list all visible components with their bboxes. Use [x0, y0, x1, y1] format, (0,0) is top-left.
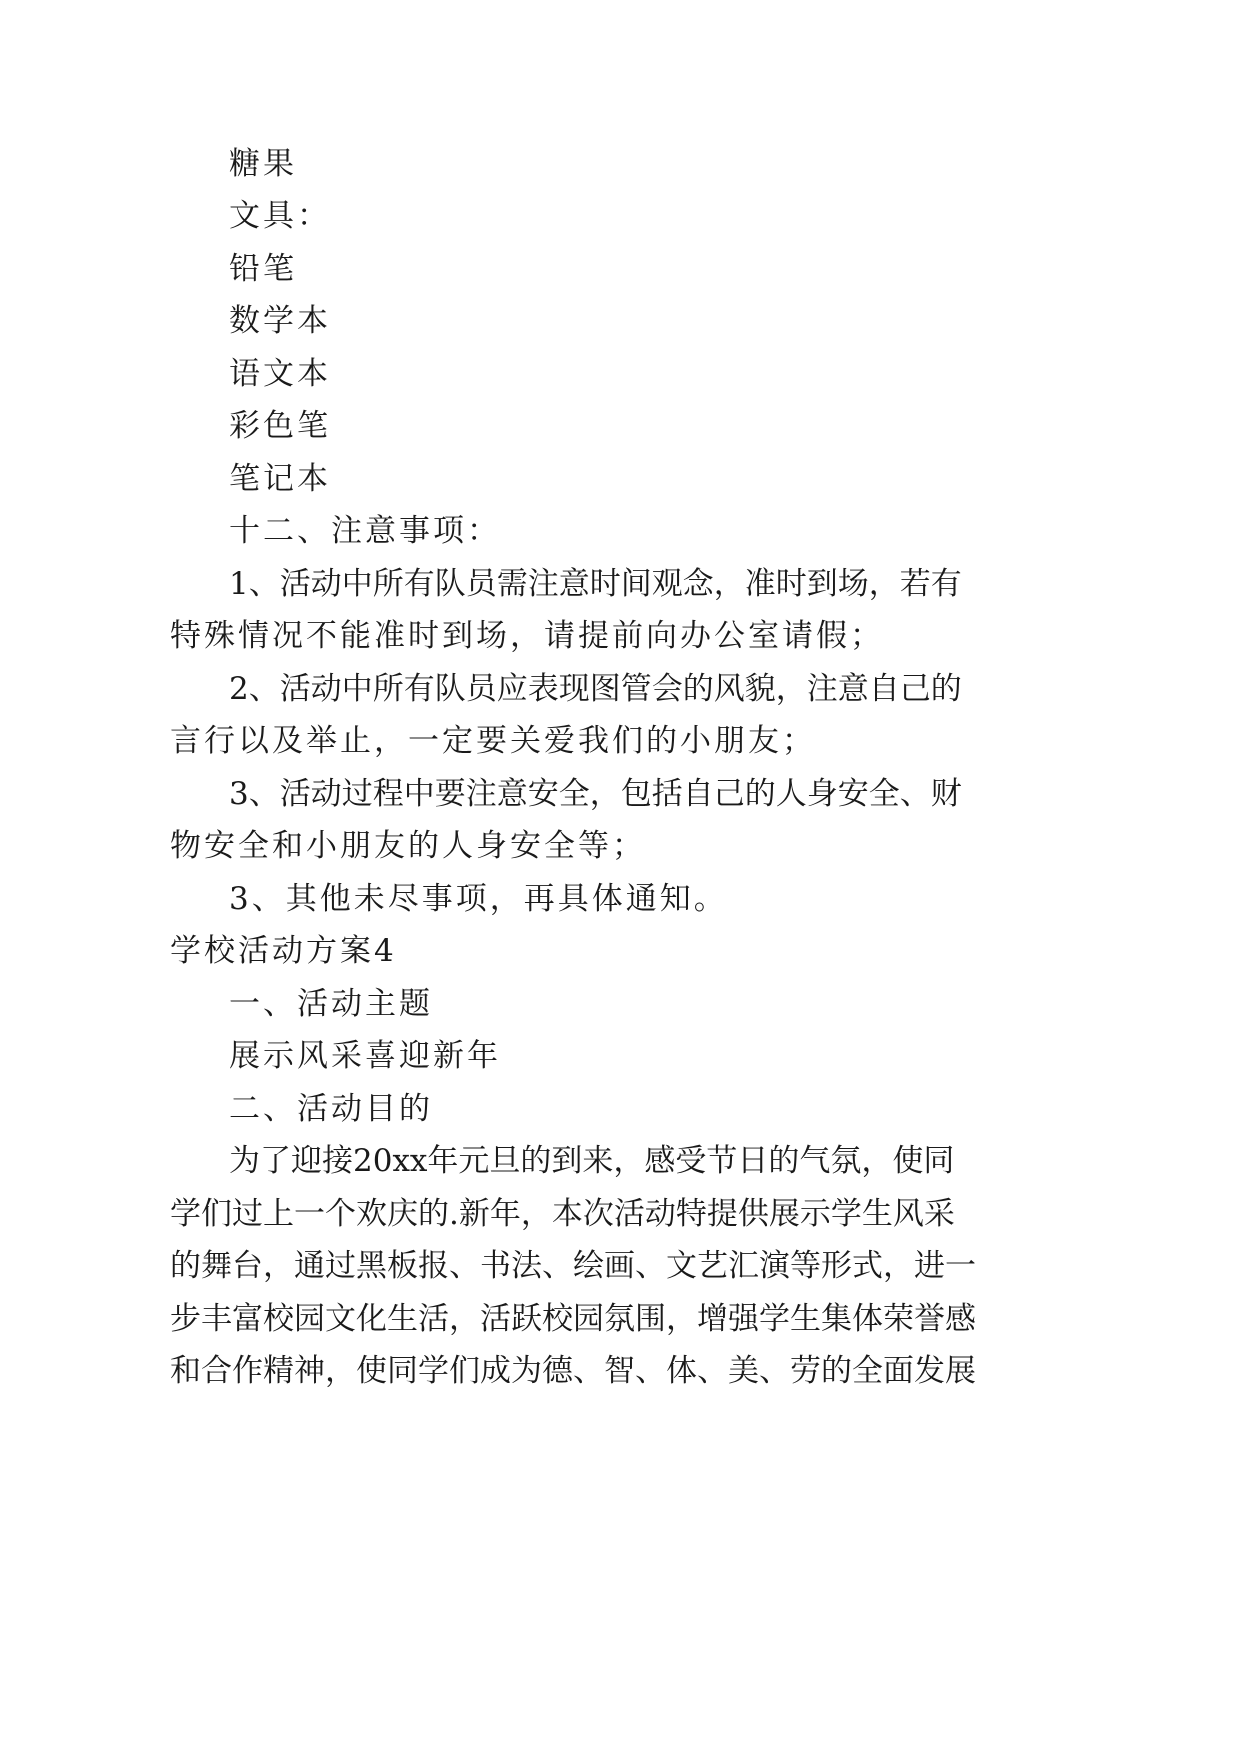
theme-text: 展示风采喜迎新年 — [229, 1038, 501, 1074]
list-item-pencil: 铅笔 — [229, 251, 297, 287]
note-2-line-2: 言行以及举止，一定要关爱我们的小朋友； — [170, 723, 816, 759]
note-1-line-2: 特殊情况不能准时到场，请提前向办公室请假； — [170, 618, 884, 654]
list-item-chinese-notebook: 语文本 — [229, 356, 331, 392]
section-12-heading: 十二、注意事项： — [229, 513, 501, 549]
plan-title: 学校活动方案4 — [170, 933, 397, 969]
list-item-candy: 糖果 — [229, 146, 297, 182]
section-2-heading: 二、活动目的 — [229, 1091, 433, 1127]
purpose-line-3: 的舞台，通过黑板报、书法、绘画、文艺汇演等形式，进一 — [170, 1248, 976, 1284]
note-3-line-1: 3、活动过程中要注意安全，包括自己的人身安全、财 — [229, 776, 962, 812]
list-item-math-notebook: 数学本 — [229, 303, 331, 339]
note-2-line-1: 2、活动中所有队员应表现图管会的风貌，注意自己的 — [229, 671, 962, 707]
note-3-line-2: 物安全和小朋友的人身安全等； — [170, 828, 646, 864]
list-item-color-pens: 彩色笔 — [229, 408, 331, 444]
purpose-line-2: 学们过上一个欢庆的.新年，本次活动特提供展示学生风采 — [170, 1196, 955, 1232]
list-item-stationery: 文具： — [229, 198, 331, 234]
purpose-line-1: 为了迎接20xx年元旦的到来，感受节日的气氛，使同 — [229, 1143, 955, 1179]
note-4-line-1: 3、其他未尽事项，再具体通知。 — [229, 881, 728, 917]
section-1-heading: 一、活动主题 — [229, 986, 433, 1022]
note-1-line-1: 1、活动中所有队员需注意时间观念，准时到场，若有 — [229, 566, 962, 602]
purpose-line-5: 和合作精神，使同学们成为德、智、体、美、劳的全面发展 — [170, 1353, 976, 1389]
purpose-line-4: 步丰富校园文化生活，活跃校园氛围，增强学生集体荣誉感 — [170, 1301, 976, 1337]
list-item-notebook: 笔记本 — [229, 461, 331, 497]
